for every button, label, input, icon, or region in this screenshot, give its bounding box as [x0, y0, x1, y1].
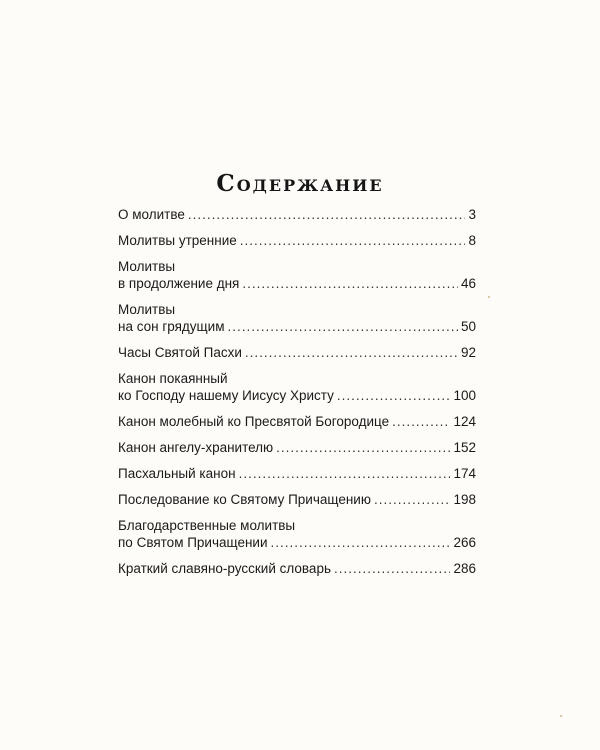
- toc-entry: [118, 413, 476, 430]
- dot-leader: [392, 413, 450, 430]
- toc-entry-title: Пасхальный канон: [118, 466, 236, 481]
- toc-entry: [118, 301, 476, 335]
- toc-entry: [118, 560, 476, 577]
- toc-page-number: 46: [460, 276, 476, 291]
- toc-page-number: 266: [453, 535, 476, 550]
- toc-page-number: 92: [460, 345, 476, 360]
- toc-row: [118, 534, 476, 551]
- toc-entry-title: Последование ко Святому Причащению: [118, 492, 371, 507]
- toc-row: [118, 560, 476, 577]
- toc-entry: [118, 232, 476, 249]
- dot-leader: [276, 439, 450, 456]
- toc-entry: [118, 465, 476, 482]
- toc-entry: [118, 439, 476, 456]
- toc-entry-title-line: Молитвы: [118, 302, 176, 317]
- toc-entry: [118, 258, 476, 292]
- dot-leader: [240, 232, 466, 249]
- toc-entry-title: Молитвы утренние: [118, 233, 237, 248]
- dot-leader: [271, 534, 451, 551]
- dot-leader: [227, 318, 457, 335]
- toc-entry-title-line: Благодарственные молитвы: [118, 518, 296, 533]
- toc-page-number: 8: [468, 233, 476, 248]
- dot-leader: [374, 491, 451, 508]
- paper-speck: [488, 296, 490, 298]
- toc-entry-title: ко Господу нашему Иисусу Христу: [118, 388, 334, 403]
- toc-entry: [118, 517, 476, 551]
- dot-leader: [188, 206, 466, 223]
- toc-page-number: 100: [453, 388, 476, 403]
- dot-leader: [245, 344, 458, 361]
- toc-row: [118, 491, 476, 508]
- toc-row: [118, 344, 476, 361]
- toc-entry-title: Канон ангелу-хранителю: [118, 440, 274, 455]
- dot-leader: [337, 387, 451, 404]
- toc-page-number: 124: [453, 414, 476, 429]
- toc-page-number: 198: [453, 492, 476, 507]
- toc-entry-title: Краткий славяно-русский словарь: [118, 561, 331, 576]
- dot-leader: [334, 560, 450, 577]
- toc-page-number: 286: [453, 561, 476, 576]
- toc-page-number: 152: [453, 440, 476, 455]
- toc-row: [118, 387, 476, 404]
- dot-leader: [242, 275, 458, 292]
- toc-row: [118, 465, 476, 482]
- toc-row: [118, 275, 476, 292]
- toc-entry-title: Часы Святой Пасхи: [118, 345, 242, 360]
- toc-entry: [118, 206, 476, 223]
- toc-row: [118, 439, 476, 456]
- toc-page-number: 3: [468, 207, 476, 222]
- toc-row: [118, 318, 476, 335]
- toc-page-number: 174: [453, 466, 476, 481]
- toc-page-number: 50: [460, 319, 476, 334]
- toc-row: [118, 206, 476, 223]
- page-title: Содержание: [216, 170, 384, 198]
- dot-leader: [239, 465, 451, 482]
- toc-entry-title: Канон молебный ко Пресвятой Богородице: [118, 414, 390, 429]
- toc-entry: [118, 370, 476, 404]
- toc-entry-title: на сон грядущим: [118, 319, 225, 334]
- paper-speck: [560, 715, 562, 717]
- toc-entry: [118, 491, 476, 508]
- toc-row: [118, 232, 476, 249]
- toc-entry-title: в продолжение дня: [118, 276, 240, 291]
- toc-entry-title: по Святом Причащении: [118, 535, 268, 550]
- toc-entry-title: О молитве: [118, 207, 185, 222]
- toc-entry: [118, 344, 476, 361]
- toc-entry-title-line: Молитвы: [118, 259, 176, 274]
- toc-entry-title-line: Канон покаянный: [118, 371, 228, 386]
- table-of-contents: [118, 206, 476, 586]
- toc-row: [118, 413, 476, 430]
